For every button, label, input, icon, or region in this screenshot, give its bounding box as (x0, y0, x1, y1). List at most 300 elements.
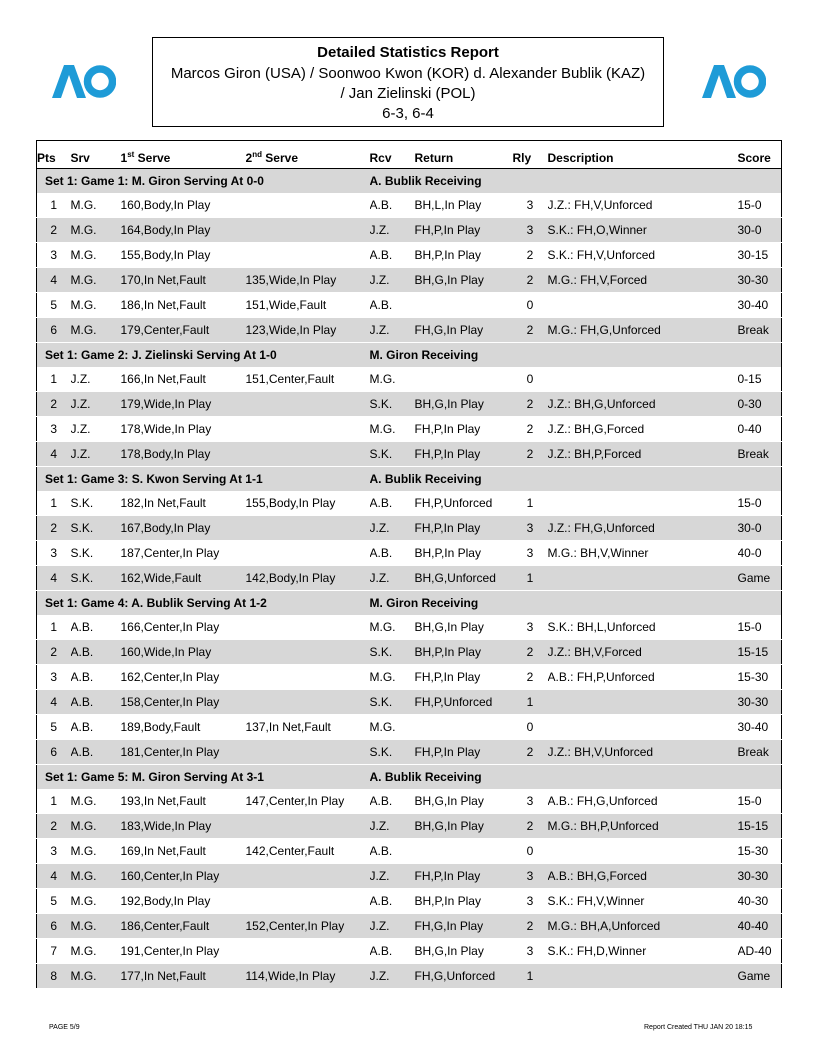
col-first-serve: 1st Serve (121, 141, 246, 169)
cell-srv: S.K. (71, 491, 121, 516)
cell-return: FH,P,In Play (415, 665, 513, 690)
cell-rly: 3 (513, 516, 548, 541)
col-score: Score (738, 141, 782, 169)
cell-score: Break (738, 740, 782, 765)
cell-second-serve: 152,Center,In Play (246, 914, 370, 939)
cell-description: A.B.: BH,G,Forced (548, 864, 738, 889)
cell-first-serve: 186,Center,Fault (121, 914, 246, 939)
cell-pts: 1 (37, 615, 71, 640)
cell-rcv: A.B. (370, 939, 415, 964)
cell-pts: 3 (37, 665, 71, 690)
table-row (37, 541, 782, 566)
cell-pts: 1 (37, 789, 71, 814)
cell-return: BH,P,In Play (415, 243, 513, 268)
cell-second-serve: 142,Body,In Play (246, 566, 370, 591)
cell-pts: 7 (37, 939, 71, 964)
cell-rcv: S.K. (370, 392, 415, 417)
cell-return: FH,G,Unforced (415, 964, 513, 989)
cell-rly: 0 (513, 839, 548, 864)
cell-srv: M.G. (71, 318, 121, 343)
cell-srv: M.G. (71, 939, 121, 964)
cell-pts: 3 (37, 243, 71, 268)
cell-first-serve: 167,Body,In Play (121, 516, 246, 541)
cell-rly: 2 (513, 740, 548, 765)
cell-description: J.Z.: FH,V,Unforced (548, 193, 738, 218)
cell-pts: 6 (37, 914, 71, 939)
game-header-row (37, 591, 782, 616)
table-row (37, 392, 782, 417)
cell-pts: 4 (37, 864, 71, 889)
cell-first-serve: 186,In Net,Fault (121, 293, 246, 318)
cell-return: FH,P,In Play (415, 740, 513, 765)
cell-first-serve: 169,In Net,Fault (121, 839, 246, 864)
cell-description: S.K.: FH,O,Winner (548, 218, 738, 243)
cell-rcv: S.K. (370, 640, 415, 665)
cell-return: FH,G,In Play (415, 914, 513, 939)
cell-description: J.Z.: BH,P,Forced (548, 442, 738, 467)
cell-rly: 2 (513, 392, 548, 417)
cell-rcv: J.Z. (370, 914, 415, 939)
cell-first-serve: 160,Body,In Play (121, 193, 246, 218)
table-row (37, 615, 782, 640)
table-row (37, 318, 782, 343)
table-row (37, 914, 782, 939)
cell-pts: 6 (37, 318, 71, 343)
cell-rcv: A.B. (370, 293, 415, 318)
cell-pts: 4 (37, 268, 71, 293)
cell-srv: S.K. (71, 541, 121, 566)
table-body (37, 169, 782, 989)
cell-second-serve (246, 864, 370, 889)
cell-score: 0-30 (738, 392, 782, 417)
cell-srv: J.Z. (71, 442, 121, 467)
cell-first-serve: 187,Center,In Play (121, 541, 246, 566)
cell-first-serve: 191,Center,In Play (121, 939, 246, 964)
cell-description: M.G.: BH,P,Unforced (548, 814, 738, 839)
table-row (37, 193, 782, 218)
cell-description (548, 690, 738, 715)
report-title-box (152, 37, 664, 127)
cell-score: 30-40 (738, 715, 782, 740)
cell-first-serve: 181,Center,In Play (121, 740, 246, 765)
cell-return (415, 293, 513, 318)
game-title: Set 1: Game 4: A. Bublik Serving At 1-2 (37, 591, 370, 616)
cell-score: 15-0 (738, 193, 782, 218)
cell-srv: M.G. (71, 268, 121, 293)
cell-return: BH,G,In Play (415, 615, 513, 640)
cell-pts: 2 (37, 814, 71, 839)
cell-srv: M.G. (71, 218, 121, 243)
table-row (37, 665, 782, 690)
cell-rly: 2 (513, 914, 548, 939)
cell-pts: 3 (37, 839, 71, 864)
cell-first-serve: 179,Wide,In Play (121, 392, 246, 417)
cell-srv: M.G. (71, 814, 121, 839)
table-row (37, 566, 782, 591)
cell-pts: 4 (37, 566, 71, 591)
page-number: PAGE 5/9 (49, 1024, 80, 1031)
cell-score: 15-15 (738, 640, 782, 665)
cell-return: BH,L,In Play (415, 193, 513, 218)
cell-description: J.Z.: FH,G,Unforced (548, 516, 738, 541)
cell-second-serve: 147,Center,In Play (246, 789, 370, 814)
cell-rly: 2 (513, 814, 548, 839)
cell-return (415, 839, 513, 864)
cell-second-serve (246, 615, 370, 640)
cell-description: M.G.: BH,V,Winner (548, 541, 738, 566)
cell-second-serve (246, 889, 370, 914)
cell-pts: 5 (37, 293, 71, 318)
cell-second-serve: 137,In Net,Fault (246, 715, 370, 740)
cell-score: 0-40 (738, 417, 782, 442)
cell-description: M.G.: FH,V,Forced (548, 268, 738, 293)
cell-pts: 5 (37, 715, 71, 740)
cell-srv: A.B. (71, 690, 121, 715)
cell-score: 0-15 (738, 367, 782, 392)
cell-second-serve (246, 243, 370, 268)
cell-description: S.K.: BH,L,Unforced (548, 615, 738, 640)
cell-description (548, 839, 738, 864)
cell-rly: 1 (513, 964, 548, 989)
cell-rly: 3 (513, 193, 548, 218)
cell-srv: M.G. (71, 889, 121, 914)
cell-score: 40-30 (738, 889, 782, 914)
game-receiving: M. Giron Receiving (370, 343, 782, 368)
cell-srv: M.G. (71, 914, 121, 939)
cell-first-serve: 158,Center,In Play (121, 690, 246, 715)
table-row (37, 939, 782, 964)
cell-pts: 4 (37, 690, 71, 715)
cell-return: FH,P,In Play (415, 417, 513, 442)
report-created-timestamp: Report Created THU JAN 20 18:15 (644, 1024, 753, 1031)
cell-srv: A.B. (71, 740, 121, 765)
game-title: Set 1: Game 1: M. Giron Serving At 0-0 (37, 169, 370, 194)
table-row (37, 640, 782, 665)
cell-rly: 3 (513, 939, 548, 964)
table-row (37, 293, 782, 318)
col-srv: Srv (71, 141, 121, 169)
cell-rly: 1 (513, 566, 548, 591)
table-row (37, 367, 782, 392)
game-receiving: A. Bublik Receiving (370, 765, 782, 790)
cell-first-serve: 179,Center,Fault (121, 318, 246, 343)
table-row (37, 814, 782, 839)
cell-return: FH,P,In Play (415, 442, 513, 467)
cell-srv: J.Z. (71, 367, 121, 392)
cell-second-serve: 151,Center,Fault (246, 367, 370, 392)
cell-description: M.G.: BH,A,Unforced (548, 914, 738, 939)
cell-return: BH,G,In Play (415, 392, 513, 417)
cell-pts: 1 (37, 491, 71, 516)
cell-score: 15-30 (738, 665, 782, 690)
cell-rly: 2 (513, 442, 548, 467)
cell-score: Break (738, 442, 782, 467)
table-row (37, 243, 782, 268)
cell-return: BH,P,In Play (415, 640, 513, 665)
cell-rly: 0 (513, 367, 548, 392)
table-row (37, 964, 782, 989)
cell-first-serve: 162,Center,In Play (121, 665, 246, 690)
cell-description (548, 491, 738, 516)
cell-rly: 3 (513, 889, 548, 914)
game-title: Set 1: Game 5: M. Giron Serving At 3-1 (37, 765, 370, 790)
cell-second-serve (246, 665, 370, 690)
cell-first-serve: 189,Body,Fault (121, 715, 246, 740)
cell-rly: 1 (513, 690, 548, 715)
cell-rcv: A.B. (370, 491, 415, 516)
cell-first-serve: 177,In Net,Fault (121, 964, 246, 989)
cell-srv: M.G. (71, 864, 121, 889)
cell-second-serve: 135,Wide,In Play (246, 268, 370, 293)
table-row (37, 442, 782, 467)
cell-description (548, 715, 738, 740)
cell-score: 30-30 (738, 864, 782, 889)
cell-first-serve: 178,Wide,In Play (121, 417, 246, 442)
cell-description (548, 566, 738, 591)
cell-rly: 3 (513, 541, 548, 566)
cell-score: 30-30 (738, 268, 782, 293)
cell-srv: J.Z. (71, 392, 121, 417)
cell-score: 30-0 (738, 218, 782, 243)
col-second-serve: 2nd Serve (246, 141, 370, 169)
cell-rly: 0 (513, 293, 548, 318)
match-score: 6-3, 6-4 (382, 105, 434, 122)
cell-first-serve: 164,Body,In Play (121, 218, 246, 243)
cell-first-serve: 160,Center,In Play (121, 864, 246, 889)
cell-score: 30-15 (738, 243, 782, 268)
cell-pts: 5 (37, 889, 71, 914)
cell-second-serve: 114,Wide,In Play (246, 964, 370, 989)
cell-rcv: A.B. (370, 789, 415, 814)
cell-return: BH,G,In Play (415, 814, 513, 839)
cell-score: 30-40 (738, 293, 782, 318)
cell-rly: 3 (513, 864, 548, 889)
cell-rcv: M.G. (370, 417, 415, 442)
cell-second-serve: 123,Wide,In Play (246, 318, 370, 343)
cell-score: 30-0 (738, 516, 782, 541)
table-row (37, 839, 782, 864)
cell-second-serve: 151,Wide,Fault (246, 293, 370, 318)
cell-description: J.Z.: BH,G,Unforced (548, 392, 738, 417)
cell-pts: 4 (37, 442, 71, 467)
game-title: Set 1: Game 2: J. Zielinski Serving At 1-0 (37, 343, 370, 368)
cell-return (415, 367, 513, 392)
cell-second-serve (246, 392, 370, 417)
cell-first-serve: 192,Body,In Play (121, 889, 246, 914)
cell-rcv: M.G. (370, 367, 415, 392)
cell-rcv: A.B. (370, 541, 415, 566)
cell-rcv: J.Z. (370, 864, 415, 889)
game-header-row (37, 467, 782, 492)
game-receiving: A. Bublik Receiving (370, 169, 782, 194)
cell-return: FH,P,In Play (415, 516, 513, 541)
cell-pts: 1 (37, 367, 71, 392)
cell-return: FH,P,In Play (415, 218, 513, 243)
cell-rly: 3 (513, 789, 548, 814)
cell-second-serve (246, 740, 370, 765)
cell-description (548, 367, 738, 392)
game-header-row (37, 343, 782, 368)
ao-logo-right-icon (700, 62, 766, 100)
cell-rly: 0 (513, 715, 548, 740)
cell-description: J.Z.: BH,V,Forced (548, 640, 738, 665)
cell-second-serve (246, 939, 370, 964)
cell-return: BH,P,In Play (415, 541, 513, 566)
table-row (37, 864, 782, 889)
cell-second-serve (246, 814, 370, 839)
game-header-row (37, 169, 782, 194)
cell-srv: A.B. (71, 640, 121, 665)
cell-first-serve: 166,Center,In Play (121, 615, 246, 640)
cell-second-serve (246, 516, 370, 541)
cell-description: S.K.: FH,V,Winner (548, 889, 738, 914)
cell-rly: 2 (513, 268, 548, 293)
cell-second-serve (246, 640, 370, 665)
game-title: Set 1: Game 3: S. Kwon Serving At 1-1 (37, 467, 370, 492)
cell-return (415, 715, 513, 740)
match-players-line2: / Jan Zielinski (POL) (340, 85, 476, 102)
cell-rcv: A.B. (370, 243, 415, 268)
cell-description: S.K.: FH,V,Unforced (548, 243, 738, 268)
cell-rcv: J.Z. (370, 814, 415, 839)
col-description: Description (548, 141, 738, 169)
cell-pts: 8 (37, 964, 71, 989)
cell-pts: 3 (37, 417, 71, 442)
cell-rcv: J.Z. (370, 268, 415, 293)
cell-srv: M.G. (71, 839, 121, 864)
cell-srv: S.K. (71, 516, 121, 541)
cell-rcv: J.Z. (370, 964, 415, 989)
cell-score: 15-0 (738, 789, 782, 814)
report-title: Detailed Statistics Report (317, 44, 499, 61)
cell-description: M.G.: FH,G,Unforced (548, 318, 738, 343)
game-header-row (37, 765, 782, 790)
cell-first-serve: 162,Wide,Fault (121, 566, 246, 591)
cell-first-serve: 166,In Net,Fault (121, 367, 246, 392)
cell-first-serve: 160,Wide,In Play (121, 640, 246, 665)
cell-score: 15-0 (738, 615, 782, 640)
cell-pts: 2 (37, 218, 71, 243)
table-row (37, 740, 782, 765)
cell-description: J.Z.: BH,V,Unforced (548, 740, 738, 765)
cell-srv: M.G. (71, 789, 121, 814)
cell-srv: A.B. (71, 665, 121, 690)
cell-first-serve: 170,In Net,Fault (121, 268, 246, 293)
cell-pts: 1 (37, 193, 71, 218)
cell-description: S.K.: FH,D,Winner (548, 939, 738, 964)
table-row (37, 889, 782, 914)
cell-return: BH,P,In Play (415, 889, 513, 914)
cell-second-serve (246, 541, 370, 566)
cell-rly: 3 (513, 218, 548, 243)
cell-rcv: A.B. (370, 193, 415, 218)
cell-second-serve (246, 442, 370, 467)
cell-rcv: M.G. (370, 715, 415, 740)
cell-rcv: J.Z. (370, 318, 415, 343)
cell-score: AD-40 (738, 939, 782, 964)
cell-score: 40-0 (738, 541, 782, 566)
point-by-point-table (36, 140, 782, 989)
cell-pts: 2 (37, 516, 71, 541)
cell-rcv: A.B. (370, 889, 415, 914)
cell-second-serve (246, 690, 370, 715)
cell-description (548, 964, 738, 989)
col-pts: Pts (37, 141, 71, 169)
cell-srv: J.Z. (71, 417, 121, 442)
cell-srv: A.B. (71, 715, 121, 740)
table-row (37, 218, 782, 243)
cell-srv: S.K. (71, 566, 121, 591)
cell-rly: 2 (513, 417, 548, 442)
cell-first-serve: 155,Body,In Play (121, 243, 246, 268)
table-row (37, 491, 782, 516)
cell-return: FH,P,Unforced (415, 690, 513, 715)
cell-rcv: A.B. (370, 839, 415, 864)
cell-srv: M.G. (71, 293, 121, 318)
match-players-line1: Marcos Giron (USA) / Soonwoo Kwon (KOR) d. Alexander Bublik (KAZ) (170, 65, 646, 82)
col-rly: Rly (513, 141, 548, 169)
cell-second-serve (246, 218, 370, 243)
col-rcv: Rcv (370, 141, 415, 169)
cell-score: 15-30 (738, 839, 782, 864)
cell-second-serve (246, 417, 370, 442)
cell-return: FH,P,In Play (415, 864, 513, 889)
table-row (37, 516, 782, 541)
cell-rcv: J.Z. (370, 218, 415, 243)
cell-description: A.B.: FH,P,Unforced (548, 665, 738, 690)
cell-second-serve (246, 193, 370, 218)
cell-first-serve: 193,In Net,Fault (121, 789, 246, 814)
cell-srv: M.G. (71, 193, 121, 218)
cell-rly: 2 (513, 640, 548, 665)
cell-rly: 3 (513, 615, 548, 640)
game-receiving: A. Bublik Receiving (370, 467, 782, 492)
cell-return: FH,P,Unforced (415, 491, 513, 516)
cell-rcv: M.G. (370, 665, 415, 690)
cell-score: Game (738, 566, 782, 591)
cell-second-serve: 142,Center,Fault (246, 839, 370, 864)
cell-pts: 6 (37, 740, 71, 765)
table-row (37, 715, 782, 740)
cell-return: BH,G,In Play (415, 789, 513, 814)
col-return: Return (415, 141, 513, 169)
cell-rly: 2 (513, 318, 548, 343)
cell-return: BH,G,In Play (415, 939, 513, 964)
cell-rcv: S.K. (370, 690, 415, 715)
cell-pts: 3 (37, 541, 71, 566)
cell-score: Game (738, 964, 782, 989)
cell-pts: 2 (37, 640, 71, 665)
cell-first-serve: 178,Body,In Play (121, 442, 246, 467)
cell-srv: M.G. (71, 964, 121, 989)
cell-score: Break (738, 318, 782, 343)
cell-rly: 2 (513, 665, 548, 690)
table-row (37, 690, 782, 715)
ao-logo-left-icon (50, 62, 116, 100)
cell-description: A.B.: FH,G,Unforced (548, 789, 738, 814)
cell-second-serve: 155,Body,In Play (246, 491, 370, 516)
cell-description: J.Z.: BH,G,Forced (548, 417, 738, 442)
cell-return: BH,G,In Play (415, 268, 513, 293)
cell-rcv: M.G. (370, 615, 415, 640)
cell-score: 15-0 (738, 491, 782, 516)
table-row (37, 789, 782, 814)
table-row (37, 268, 782, 293)
cell-rcv: S.K. (370, 740, 415, 765)
game-receiving: M. Giron Receiving (370, 591, 782, 616)
cell-score: 15-15 (738, 814, 782, 839)
cell-pts: 2 (37, 392, 71, 417)
